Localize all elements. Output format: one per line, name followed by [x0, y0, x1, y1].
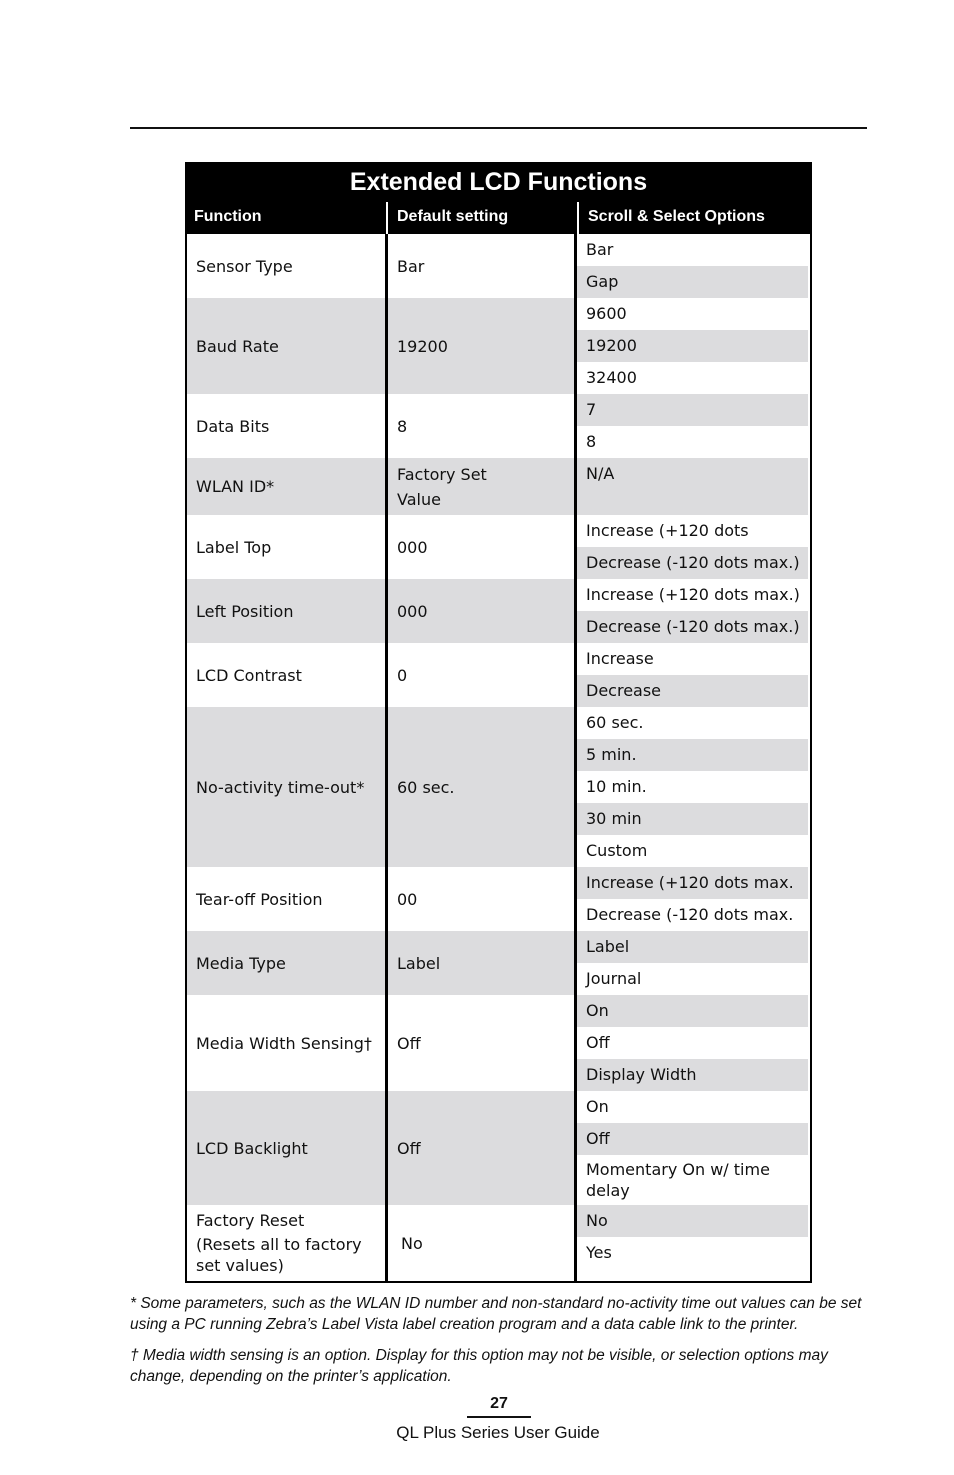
- options-cell: [577, 1205, 808, 1281]
- table-row: [187, 707, 810, 867]
- option-item: 32400: [577, 362, 808, 394]
- options-cell: [577, 515, 808, 579]
- function-cell: Media Width Sensing†: [187, 995, 388, 1091]
- extended-lcd-functions-table: [185, 162, 812, 1283]
- options-cell: [577, 643, 808, 707]
- option-item: Decrease (-120 dots max.): [577, 611, 808, 643]
- table-body: [185, 234, 812, 1283]
- option-item: On: [577, 995, 808, 1027]
- option-item: 8: [577, 426, 808, 458]
- option-item: 19200: [577, 330, 808, 362]
- header-scroll-select-options: Scroll & Select Options: [588, 208, 765, 225]
- top-rule: [130, 127, 867, 129]
- option-item: On: [577, 1091, 808, 1123]
- option-item: Decrease (-120 dots max.): [577, 547, 808, 579]
- footnote-line: using a PC running Zebra’s Label Vista label creation program and a data cable link to the printer.: [130, 1316, 799, 1333]
- table-row: [187, 579, 810, 643]
- default-cell: Off: [388, 1091, 577, 1205]
- options-cell: [577, 995, 808, 1091]
- table-row: [187, 515, 810, 579]
- option-item: Label: [577, 931, 808, 963]
- table-header-row: [185, 202, 812, 234]
- footnote-line: * Some parameters, such as the WLAN ID number and non-standard no-activity time out values can be set: [130, 1295, 862, 1312]
- footnote-line: change, depending on the printer’s application.: [130, 1368, 452, 1385]
- option-line: Momentary On w/ time: [586, 1160, 770, 1179]
- option-item: 10 min.: [577, 771, 808, 803]
- default-cell: [388, 458, 577, 515]
- option-item: Increase (+120 dots: [577, 515, 808, 547]
- table-row: [187, 867, 810, 931]
- default-cell: 19200: [388, 298, 577, 394]
- table-title: Extended LCD Functions: [185, 162, 812, 202]
- option-item: Off: [577, 1027, 808, 1059]
- option-item: Display Width: [577, 1059, 808, 1091]
- function-cell: LCD Backlight: [187, 1091, 388, 1205]
- options-cell: [577, 1091, 808, 1205]
- function-note-line: (Resets all to factory: [196, 1235, 362, 1254]
- options-cell: [577, 867, 808, 931]
- function-cell: Data Bits: [187, 394, 388, 458]
- function-label: Factory Reset: [196, 1211, 305, 1230]
- options-cell: [577, 298, 808, 394]
- table-row: [187, 1205, 810, 1281]
- option-item: Custom: [577, 835, 808, 867]
- default-cell: Off: [388, 995, 577, 1091]
- options-cell: [577, 707, 808, 867]
- header-default-setting: Default setting: [388, 202, 579, 234]
- default-line: Factory Set: [397, 464, 487, 484]
- table-row: [187, 394, 810, 458]
- default-cell: Label: [388, 931, 577, 995]
- option-item: 9600: [577, 298, 808, 330]
- default-cell: 000: [388, 579, 577, 643]
- default-cell: 000: [388, 515, 577, 579]
- footnote-line: † Media width sensing is an option. Display for this option may not be visible, or selection options may: [130, 1347, 828, 1364]
- function-cell: Baud Rate: [187, 298, 388, 394]
- default-cell: 00: [388, 867, 577, 931]
- page-number-rule: [467, 1416, 531, 1418]
- default-cell: 0: [388, 643, 577, 707]
- function-cell: WLAN ID*: [187, 458, 388, 515]
- option-item: Journal: [577, 963, 808, 995]
- function-cell: Sensor Type: [187, 234, 388, 298]
- function-cell: Label Top: [187, 515, 388, 579]
- function-cell: [187, 1205, 388, 1281]
- option-item: 5 min.: [577, 739, 808, 771]
- function-cell: Media Type: [187, 931, 388, 995]
- table-row: [187, 931, 810, 995]
- options-cell: [577, 931, 808, 995]
- function-cell: No-activity time-out*: [187, 707, 388, 867]
- page-number: 27: [490, 1395, 508, 1412]
- option-item: 60 sec.: [577, 707, 808, 739]
- table-row: [187, 298, 810, 394]
- options-cell: [577, 394, 808, 458]
- footnote-asterisk: [130, 1293, 870, 1335]
- options-cell: [577, 234, 808, 298]
- option-item: Bar: [577, 234, 808, 266]
- table-row: [187, 458, 810, 515]
- function-cell: Tear-off Position: [187, 867, 388, 931]
- options-cell: [577, 579, 808, 643]
- options-cell: [577, 458, 808, 515]
- option-line: delay: [586, 1181, 630, 1200]
- function-note: [196, 1234, 385, 1276]
- option-item: Increase (+120 dots max.: [577, 867, 808, 899]
- option-item: Increase: [577, 643, 808, 675]
- function-cell: LCD Contrast: [187, 643, 388, 707]
- footnote-dagger: [130, 1345, 870, 1387]
- option-item: Gap: [577, 266, 808, 298]
- header-function: Function: [185, 202, 388, 234]
- default-cell: 60 sec.: [388, 707, 577, 867]
- table-row: [187, 643, 810, 707]
- default-cell: Bar: [388, 234, 577, 298]
- option-item: No: [577, 1205, 808, 1237]
- option-item: 7: [577, 394, 808, 426]
- option-item: Decrease (-120 dots max.: [577, 899, 808, 931]
- default-line: Value: [397, 489, 441, 509]
- option-item: Decrease: [577, 675, 808, 707]
- option-item: Off: [577, 1123, 808, 1155]
- default-cell: No: [388, 1205, 577, 1281]
- guide-title: QL Plus Series User Guide: [396, 1423, 600, 1442]
- option-item: [577, 1155, 808, 1205]
- table-row: [187, 1091, 810, 1205]
- function-cell: Left Position: [187, 579, 388, 643]
- option-item: Yes: [577, 1237, 808, 1281]
- table-row: [187, 234, 810, 298]
- table-row: [187, 995, 810, 1091]
- function-note-line: set values): [196, 1256, 284, 1275]
- default-cell: 8: [388, 394, 577, 458]
- option-item: Increase (+120 dots max.): [577, 579, 808, 611]
- option-item: N/A: [577, 458, 808, 515]
- option-item: 30 min: [577, 803, 808, 835]
